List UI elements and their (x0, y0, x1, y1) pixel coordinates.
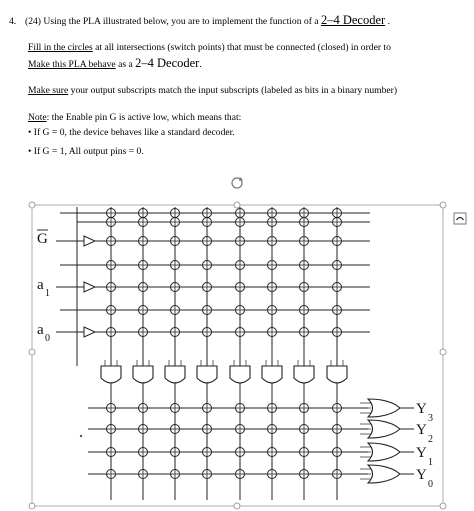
bullet-icon: • (28, 146, 32, 157)
make-sure-text: Make sure (28, 85, 69, 96)
question-lead: Using the PLA illustrated below, you are to implement the function of a (43, 16, 319, 27)
decoder-name: 2–4 Decoder (320, 13, 386, 27)
resize-handle[interactable] (440, 503, 446, 509)
and-gate-icon (262, 366, 282, 383)
input-label: a (37, 322, 44, 338)
output-subscript: 0 (428, 479, 433, 490)
output-subscript: 3 (428, 413, 433, 424)
instruction-1-decoder: 2–4 Decoder (135, 56, 200, 70)
resize-handle[interactable] (29, 349, 35, 355)
resize-handle[interactable] (29, 503, 35, 509)
resize-handle[interactable] (440, 202, 446, 208)
and-gate-icon (101, 366, 121, 383)
output-subscript: 2 (428, 434, 433, 445)
note-label: Note (28, 112, 47, 123)
and-gate-icon (230, 366, 250, 383)
note-text: : the Enable pin G is active low, which means that: (46, 112, 242, 123)
and-gate-icon (327, 366, 347, 383)
instruction-2-rest: your output subscripts match the input subscripts (labeled as bits in a binary number) (70, 85, 398, 96)
output-label: Y (416, 401, 427, 417)
and-gate-icon (197, 366, 217, 383)
and-gate-icon (294, 366, 314, 383)
input-subscript: 0 (45, 333, 50, 344)
note-bullet-2-text: If G = 1, All output pins = 0. (33, 146, 144, 157)
resize-handle[interactable] (440, 349, 446, 355)
pla-gates (84, 236, 400, 483)
switch-points (80, 209, 342, 479)
input-label: G (37, 231, 48, 247)
question-number: 4. (9, 16, 17, 27)
question-end: . (387, 16, 390, 27)
stray-dot (80, 435, 82, 437)
or-gate-icon (368, 443, 400, 461)
output-label: Y (416, 445, 427, 461)
input-label: a (37, 277, 44, 293)
rotate-handle-icon[interactable] (232, 177, 243, 188)
buffer-icon (84, 327, 95, 337)
and-gate-icon (133, 366, 153, 383)
output-label: Y (416, 467, 427, 483)
output-label: Y (416, 422, 427, 438)
frame-border (32, 205, 443, 506)
instruction-1-end: . (199, 59, 202, 70)
question-points: (24) (25, 16, 41, 27)
layout-options-icon[interactable] (454, 213, 466, 224)
resize-handle[interactable] (234, 202, 240, 208)
input-subscript: 1 (45, 288, 50, 299)
layout-box (454, 213, 466, 224)
instruction-1-rest: at all intersections (switch points) that must be connected (closed) in order to (95, 42, 391, 53)
resize-handle[interactable] (234, 503, 240, 509)
or-gate-icon (368, 399, 400, 417)
selection-frame (29, 177, 466, 509)
buffer-icon (84, 282, 95, 292)
instruction-1-mid: as a (118, 59, 133, 70)
output-subscript: 1 (428, 457, 433, 468)
bullet-icon: • (28, 127, 32, 138)
or-gate-icon (368, 465, 400, 483)
buffer-icon (84, 236, 95, 246)
or-gate-icon (368, 420, 400, 438)
rotate-arrow (239, 177, 243, 181)
and-gate-icon (165, 366, 185, 383)
note-bullet-1-text: If G = 0, the device behaves like a standard decoder. (33, 127, 235, 138)
fill-circles-text: Fill in the circles (28, 42, 93, 53)
resize-handle[interactable] (29, 202, 35, 208)
make-pla-behave-text: Make this PLA behave (28, 59, 116, 70)
